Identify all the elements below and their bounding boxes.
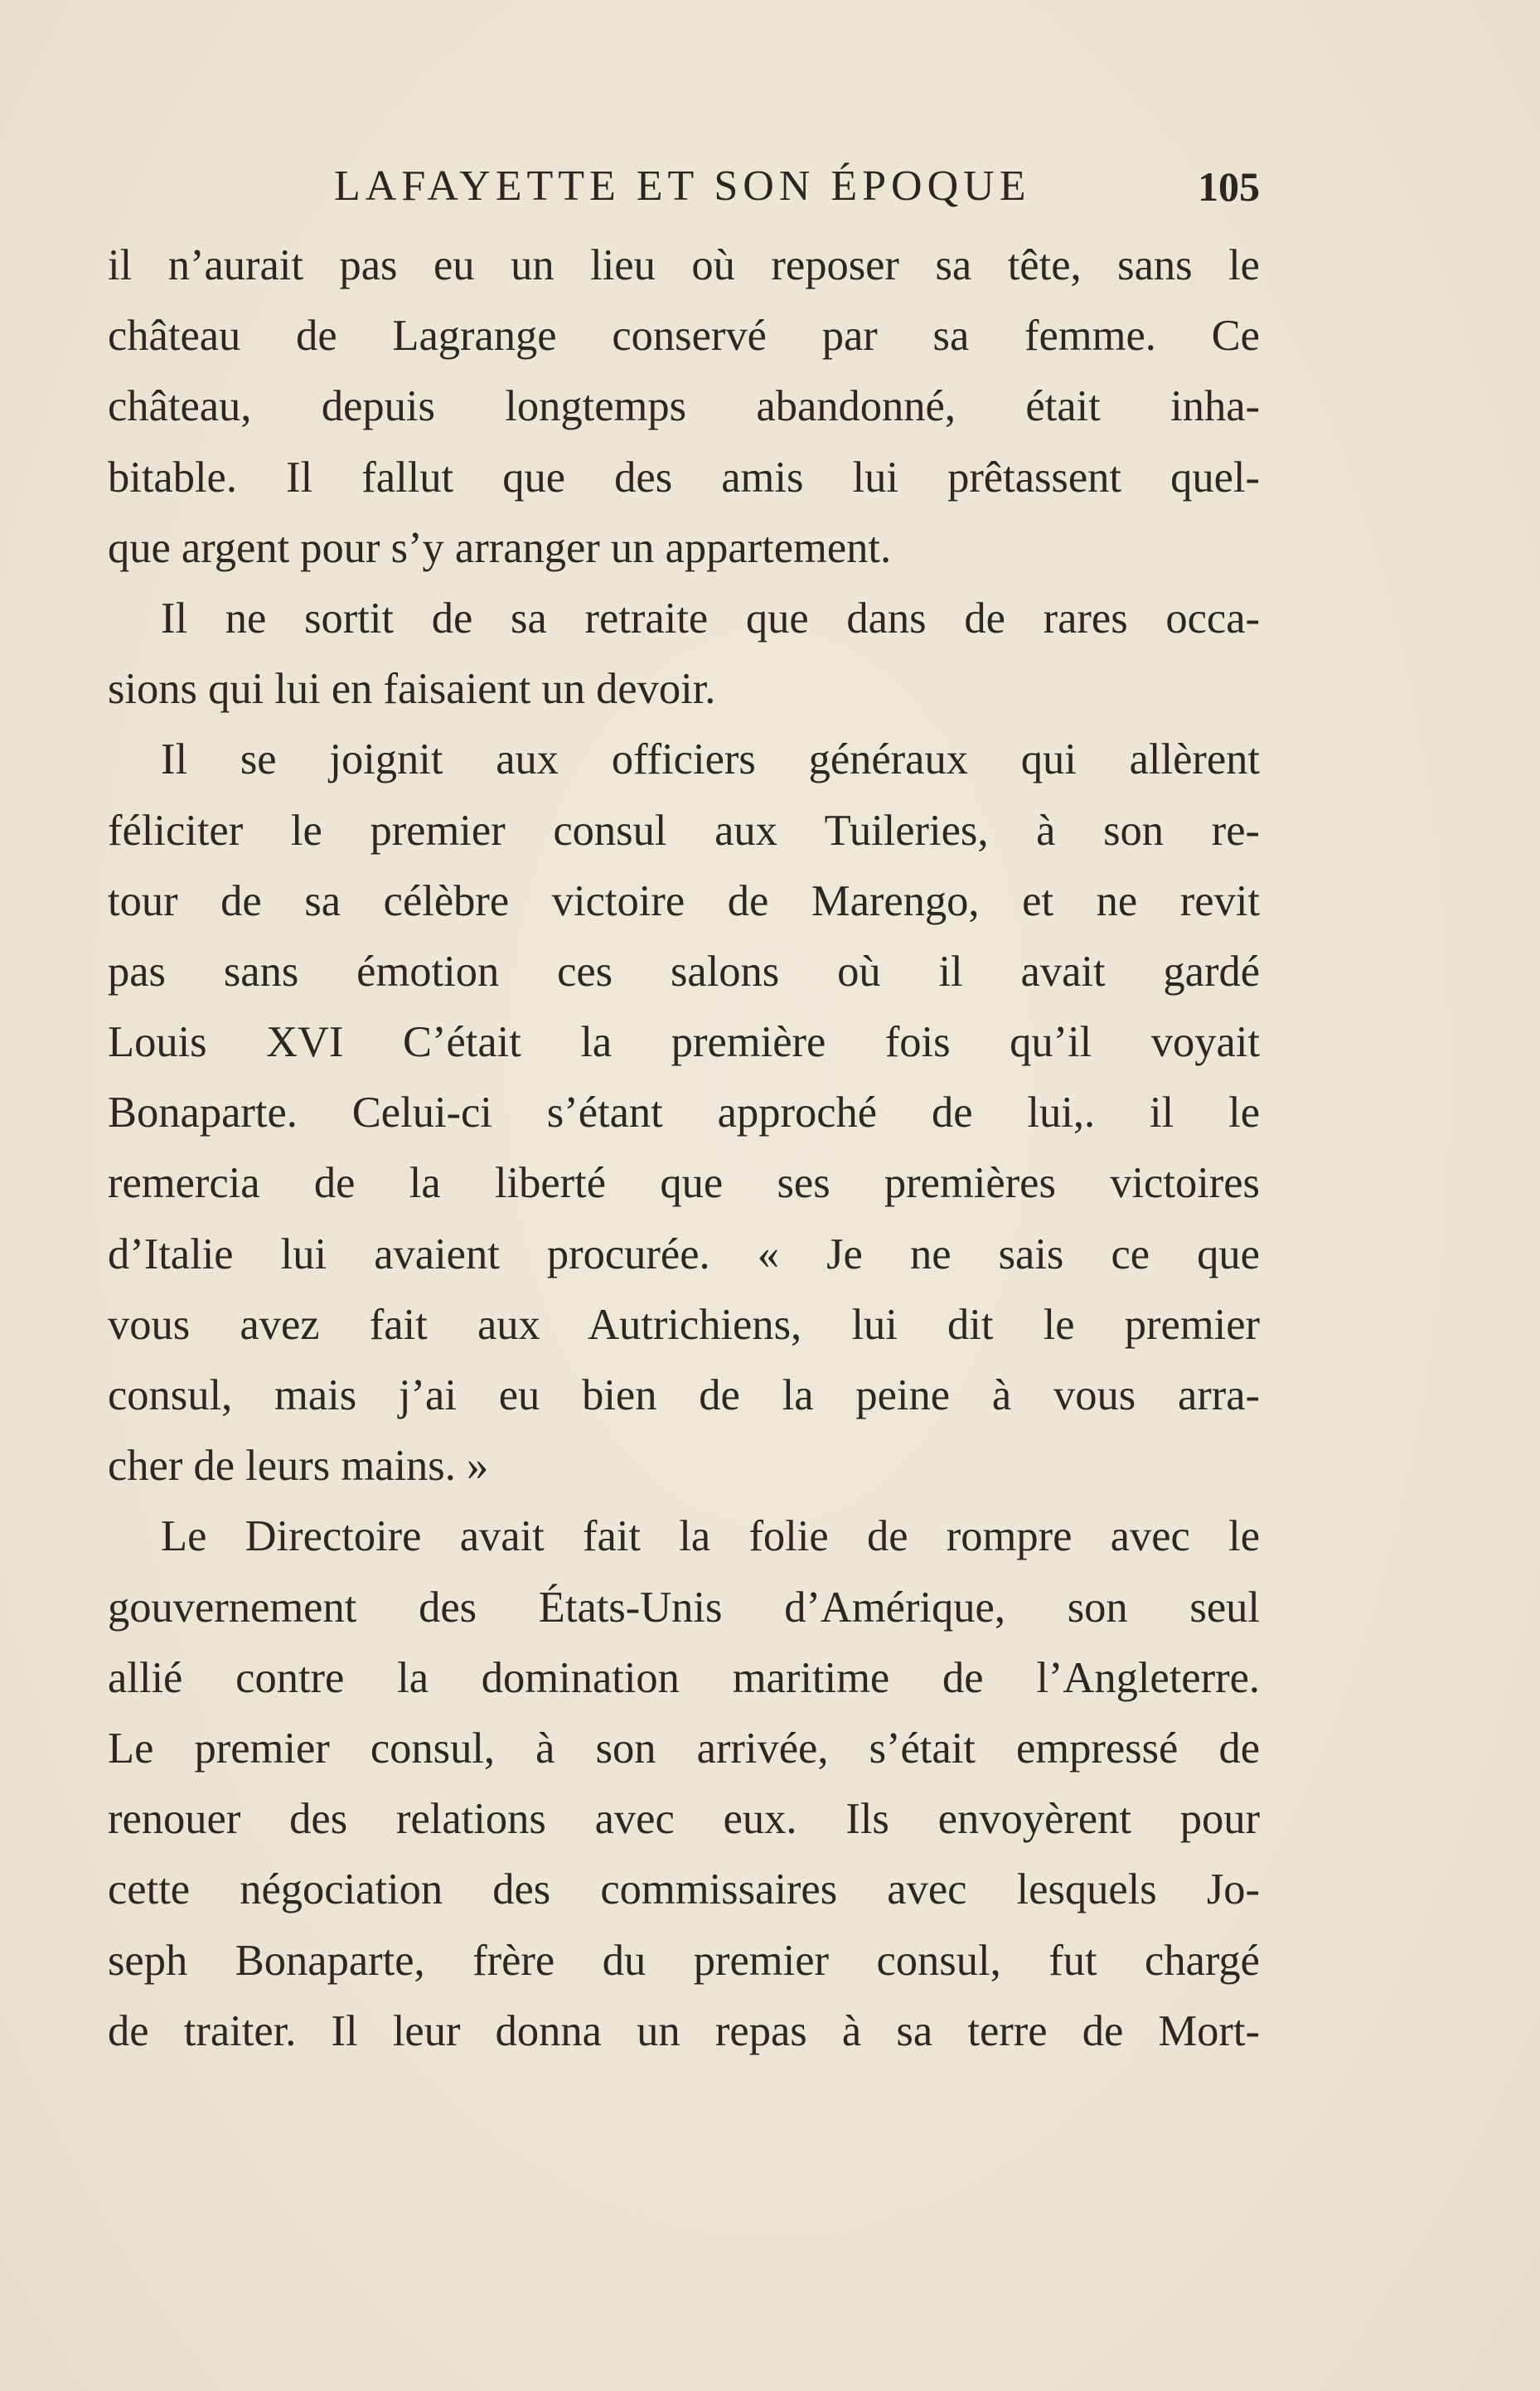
text-line: Il ne sortit de sa retraite que dans de rares occa- (161, 594, 1260, 643)
text-line: gouvernement des États-Unis d’Amérique, son seul (108, 1583, 1260, 1632)
text-line: sions qui lui en faisaient un devoir. (108, 665, 716, 714)
text-line: il n’aurait pas eu un lieu où reposer sa tête, sans le (108, 241, 1260, 289)
text-line: remercia de la liberté que ses premières victoires (108, 1159, 1260, 1208)
text-line: cher de leurs mains. » (108, 1442, 489, 1491)
text-line: bitable. Il fallut que des amis lui prêtassent quel- (108, 453, 1260, 502)
text-line: de traiter. Il leur donna un repas à sa terre de Mort- (108, 2006, 1260, 2055)
text-line: Le Directoire avait fait la folie de rompre avec le (161, 1512, 1260, 1561)
text-line: château de Lagrange conservé par sa femme. Ce (108, 312, 1260, 361)
page-header (108, 158, 1260, 216)
text-line: que argent pour s’y arranger un appartement. (108, 523, 892, 572)
text-line: Il se joignit aux officiers généraux qui allèrent (161, 735, 1260, 784)
body-text (108, 230, 1260, 2067)
text-line: allié contre la domination maritime de l’Angleterre. (108, 1653, 1260, 1702)
text-line: seph Bonaparte, frère du premier consul, fut chargé (108, 1936, 1260, 1985)
text-line: Louis XVI C’était la première fois qu’il voyait (108, 1018, 1260, 1067)
text-line: pas sans émotion ces salons où il avait gardé (108, 947, 1260, 996)
text-line: cette négociation des commissaires avec lesquels Jo- (108, 1865, 1260, 1914)
text-line: consul, mais j’ai eu bien de la peine à vous arra- (108, 1371, 1260, 1419)
text-line: vous avez fait aux Autrichiens, lui dit le premier (108, 1300, 1260, 1349)
text-line: château, depuis longtemps abandonné, était inha- (108, 382, 1260, 431)
page-number: 105 (1198, 163, 1260, 210)
text-line: Bonaparte. Celui-ci s’étant approché de lui,. il le (108, 1089, 1260, 1137)
text-line: Le premier consul, à son arrivée, s’était empressé de (108, 1724, 1260, 1773)
text-line: féliciter le premier consul aux Tuileries, à son re- (108, 806, 1260, 855)
text-line: tour de sa célèbre victoire de Marengo, et ne revit (108, 876, 1260, 925)
text-line: d’Italie lui avaient procurée. « Je ne sais ce que (108, 1229, 1260, 1278)
running-title: LAFAYETTE ET SON ÉPOQUE (334, 162, 1031, 210)
text-line: renouer des relations avec eux. Ils envoyèrent pour (108, 1795, 1260, 1844)
